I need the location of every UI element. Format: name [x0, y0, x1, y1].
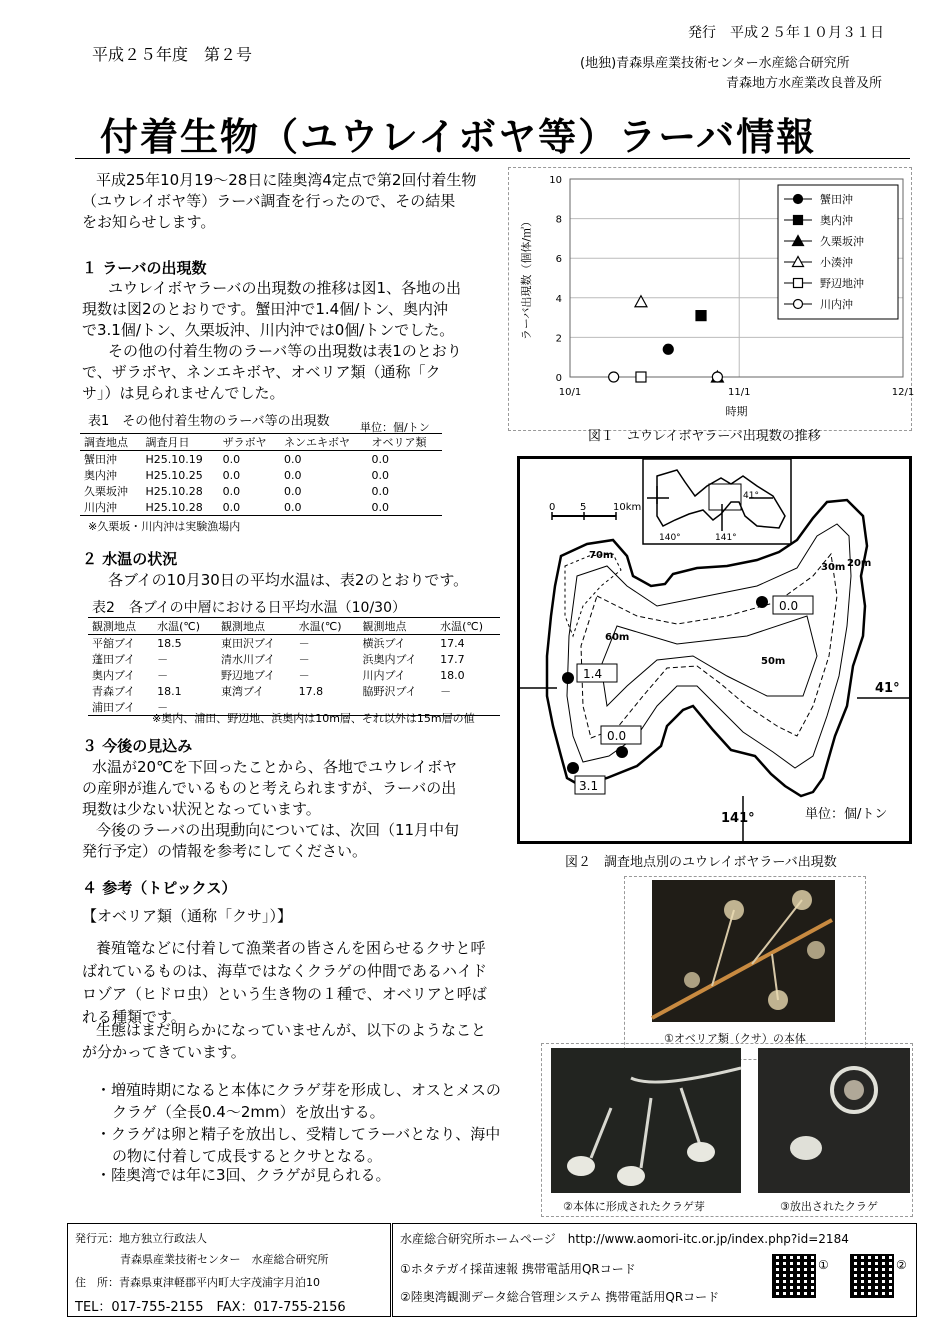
fig1-chart	[508, 167, 915, 429]
s2-line-1: 各ブイの10月30日の平均水温は、表2のとおりです。	[108, 571, 469, 589]
s1-line-4: その他の付着生物のラーバ等の出現数は表1のとおり	[108, 342, 462, 360]
table-cell: 0.0	[222, 452, 241, 466]
photo-1-caption: ①オベリア類（クサ）の本体	[664, 1032, 806, 1045]
table-row	[88, 635, 500, 652]
obelia-body-photo	[652, 880, 835, 1022]
table-cell: 0.0	[368, 499, 443, 516]
table-cell: 川内沖	[80, 499, 141, 516]
x-tick-label: 12/1	[891, 387, 915, 398]
footer-address: 住 所：青森県東津軽郡平内町大字茂浦字月泊10	[75, 1276, 320, 1289]
lon-label: 141°	[721, 811, 755, 826]
table-cell: 東田沢ブイ	[220, 637, 275, 650]
table-cell: 清水川ブイ	[220, 653, 275, 666]
station-okunai-marker	[567, 762, 579, 774]
table2-header: 観測地点	[88, 618, 153, 635]
table-cell: 脇野沢ブイ	[362, 685, 417, 698]
depth-label-50: 50m	[761, 656, 786, 667]
table-cell: H25.10.19	[145, 452, 203, 466]
table-cell: H25.10.25	[145, 468, 203, 482]
table1-caption: 表1 その他付着生物のラーバ等の出現数	[88, 414, 330, 429]
released-medusa-photo	[758, 1048, 910, 1193]
s4-bullet-1a: ・増殖時期になると本体にクラゲ芽を形成し、オスとメスの	[96, 1081, 501, 1099]
table1	[80, 433, 442, 516]
table-cell: 東湾ブイ	[220, 685, 264, 698]
scale-label-0: 0	[549, 502, 556, 513]
station-kurisaka-value: 0.0	[607, 729, 627, 743]
table-row	[80, 483, 442, 499]
table1-unit: 単位：個/トン	[360, 421, 430, 434]
table1-header: 調査地点	[80, 434, 141, 451]
s4-bullet-1b: クラゲ（全長0.4～2mm）を放出する。	[112, 1103, 385, 1121]
fig2-map	[517, 456, 912, 844]
y-tick-label: 2	[555, 333, 562, 345]
s4-subheading: 【オベリア類（通称「クサ」）】	[82, 907, 293, 925]
table-cell: 0.0	[371, 468, 389, 482]
table-cell: －	[440, 685, 452, 698]
org-name-2: 青森地方水産業改良普及所	[726, 76, 883, 91]
inset-lon-label: 140°	[659, 533, 681, 543]
table-cell: 蓬田ブイ	[92, 653, 136, 666]
map-unit: 単位：個/トン	[805, 807, 888, 822]
lat-label: 41°	[875, 681, 900, 696]
legend-entry: 小湊沖	[820, 256, 853, 269]
depth-label-70: 70m	[589, 550, 614, 561]
table-cell: －	[298, 669, 310, 682]
data-point	[696, 311, 706, 321]
s1-line-6: サ」）は見られませんでした。	[82, 384, 285, 402]
data-point	[663, 344, 673, 354]
y-tick-label: 10	[549, 175, 562, 186]
s3-line-3: 現数は少ない状況となっています。	[82, 800, 321, 818]
data-point	[712, 372, 722, 382]
footer-qr1-label: ①ホタテガイ採苗速報 携帯電話用QRコード	[400, 1262, 636, 1276]
s4-para-4: れる種類です。	[82, 1008, 186, 1026]
table2-header: 観測地点	[358, 618, 436, 635]
x-tick-label: 11/1	[727, 387, 751, 398]
legend-marker	[794, 195, 803, 204]
s3-line-1: 水温が20℃を下回ったことから、各地でユウレイボヤ	[92, 758, 458, 776]
section-4-heading: ４ 参考（トピックス）	[82, 879, 237, 897]
legend-marker	[794, 300, 803, 309]
page-title: 付着生物（ユウレイボヤ等）ラーバ情報	[100, 115, 817, 159]
table-row	[88, 651, 500, 667]
table-cell: 浦田ブイ	[88, 699, 153, 716]
table2-header: 水温(℃)	[153, 618, 217, 635]
footer-org: 青森県産業技術センター 水産総合研究所	[120, 1253, 329, 1266]
station-east-value: 0.0	[779, 599, 799, 613]
s1-line-2: 現数は図2のとおりです。蟹田沖で1.4個/トン、奥内沖	[82, 300, 449, 318]
table-cell: 17.7	[440, 652, 465, 666]
table-cell: 0.0	[284, 468, 302, 482]
photo-2-caption: ②本体に形成されたクラゲ芽	[563, 1200, 705, 1213]
fig2-caption: 図２ 調査地点別のユウレイボヤラーバ出現数	[565, 855, 837, 870]
legend-entry: 蟹田沖	[820, 193, 853, 206]
footer-publisher: 発行元：地方独立行政法人	[75, 1232, 207, 1245]
s1-line-3: で3.1個/トン、久栗坂沖、川内沖では0個/トンでした。	[82, 321, 455, 339]
intro-line-2: （ユウレイボヤ等）ラーバ調査を行ったので、その結果	[82, 192, 456, 210]
x-tick-label: 10/1	[558, 387, 582, 398]
fig1-caption: 図１ ユウレイボヤラーバ出現数の推移	[588, 429, 821, 444]
y-tick-label: 0	[555, 373, 562, 384]
y-axis-label: ラーバ出現数（個体/㎥）	[520, 215, 533, 341]
photo-3-caption: ③放出されたクラゲ	[780, 1200, 878, 1213]
qr-code-2-icon[interactable]	[850, 1254, 894, 1298]
table1-header: 調査月日	[141, 434, 218, 451]
table2-note: ※奥内、浦田、野辺地、浜奥内は10m層、それ以外は15m層の値	[152, 712, 475, 725]
x-axis-label: 時期	[725, 405, 748, 418]
s3-line-2: の産卵が進んでいるものと考えられますが、ラーバの出	[82, 779, 457, 797]
table-cell: 17.8	[298, 684, 324, 698]
table-cell: H25.10.28	[145, 484, 203, 498]
y-tick-label: 4	[555, 293, 562, 305]
table-cell: 浜奥内ブイ	[362, 653, 417, 666]
table1-header: オベリア類	[368, 434, 443, 451]
table-cell: 川内ブイ	[362, 669, 406, 682]
footer-homepage-link[interactable]: 水産総合研究所ホームページ http://www.aomori-itc.or.jp/index.php?id=2184	[400, 1232, 849, 1246]
legend-entry: 野辺地沖	[820, 277, 864, 290]
table-cell: H25.10.28	[141, 499, 218, 516]
table2	[88, 617, 500, 716]
table-cell: 0.0	[222, 468, 241, 482]
scale-label-10: 10km	[613, 502, 642, 513]
s4-para-1: 養殖篭などに付着して漁業者の皆さんを困らせるクサと呼	[96, 939, 486, 957]
station-kanita-value: 1.4	[583, 667, 603, 681]
depth-label-20: 20m	[847, 558, 872, 569]
table-cell: 野辺地ブイ	[220, 669, 275, 682]
section-3-heading: ３ 今後の見込み	[82, 737, 193, 755]
s3-line-5: 発行予定）の情報を参考にしてください。	[82, 842, 368, 860]
qr-code-2-mark: ②	[896, 1258, 907, 1272]
table-row	[88, 667, 500, 683]
table-cell: 0.0	[284, 452, 302, 466]
medusa-bud-photo	[551, 1048, 741, 1193]
y-tick-label: 6	[555, 254, 562, 266]
depth-label-60: 60m	[605, 632, 630, 643]
table-cell: 18.1	[157, 684, 182, 698]
table-row	[80, 451, 442, 468]
table-cell: －	[298, 653, 310, 666]
table-cell: －	[298, 637, 310, 650]
y-tick-label: 8	[555, 214, 562, 226]
publish-date: 発行 平成２５年１０月３１日	[688, 25, 884, 41]
table1-header: ザラボヤ	[219, 434, 280, 451]
legend-entry: 奥内沖	[820, 214, 853, 227]
table-cell: 蟹田沖	[84, 453, 117, 466]
table2-caption: 表2 各ブイの中層における日平均水温（10/30）	[92, 600, 406, 616]
section-1-heading: １ ラーバの出現数	[82, 259, 207, 277]
table-cell: 0.0	[219, 499, 280, 516]
table-cell: 18.5	[157, 636, 182, 650]
table-row	[80, 467, 442, 483]
table-cell: 0.0	[371, 484, 389, 498]
s4-para-6: が分かってきています。	[82, 1043, 246, 1061]
table-cell: 0.0	[280, 499, 367, 516]
station-kanita-marker	[562, 672, 574, 684]
intro-line-1: 平成25年10月19～28日に陸奥湾4定点で第2回付着生物	[96, 171, 477, 189]
table1-header: ネンエキボヤ	[280, 434, 367, 451]
inset-lon-label: 141°	[715, 533, 737, 543]
s1-line-1: ユウレイボヤラーバの出現数の推移は図1、各地の出	[108, 279, 462, 297]
scale-label-5: 5	[580, 502, 587, 513]
table-cell: 奥内ブイ	[92, 669, 136, 682]
table-cell: 久栗坂沖	[84, 485, 128, 498]
s4-para-2: ばれているものは、海草ではなくクラゲの仲間であるハイド	[82, 962, 488, 980]
table-cell: 0.0	[222, 484, 241, 498]
legend-entry: 川内沖	[820, 298, 853, 311]
table1-note: ※久栗坂・川内沖は実験漁場内	[88, 520, 241, 533]
table-cell: 0.0	[284, 484, 302, 498]
data-point	[636, 372, 646, 382]
released-medusa-image	[758, 1048, 910, 1193]
table-cell: －	[157, 669, 169, 682]
station-okunai-value: 3.1	[579, 779, 599, 793]
table-cell: 17.4	[440, 636, 465, 650]
table-cell: 0.0	[371, 452, 389, 466]
section-2-heading: ２ 水温の状況	[82, 550, 178, 568]
obelia-body-image	[652, 880, 835, 1022]
table-cell: 横浜ブイ	[362, 637, 406, 650]
org-name-1: (地独)青森県産業技術センター水産総合研究所	[580, 56, 850, 71]
table2-header: 水温(℃)	[295, 618, 359, 635]
s3-line-4: 今後のラーバの出現動向については、次回（11月中旬	[96, 821, 460, 839]
intro-line-3: をお知らせします。	[82, 213, 216, 231]
footer-qr2-label: ②陸奥湾観測データ総合管理システム 携帯電話用QRコード	[400, 1290, 720, 1304]
table-cell: 18.0	[440, 668, 465, 682]
medusa-bud-image	[551, 1048, 741, 1193]
data-point	[609, 372, 619, 382]
depth-label-30: 30m	[821, 562, 846, 573]
footer-tel: TEL：017-755-2155 FAX：017-755-2156	[75, 1300, 346, 1315]
inset-lat-label: 41°	[743, 491, 759, 501]
qr-code-1-mark: ①	[818, 1258, 829, 1272]
s4-bullet-2a: ・クラゲは卵と精子を放出し、受精してラーバとなり、海中	[96, 1125, 501, 1143]
table2-header: 水温(℃)	[436, 618, 500, 635]
s4-para-3: ロゾア（ヒドロ虫）という生き物の１種で、オベリアと呼ば	[82, 985, 487, 1003]
s1-line-5: で、ザラボヤ、ネンエキボヤ、オベリア類（通称「ク	[82, 363, 441, 381]
s4-bullet-2b: の物に付着して成長するとクサとなる。	[112, 1147, 383, 1165]
qr-code-1-icon[interactable]	[772, 1254, 816, 1298]
table-cell: 奥内沖	[84, 469, 117, 482]
legend-marker	[794, 279, 803, 288]
s4-para-5: 生態はまだ明らかになっていませんが、以下のようなこと	[96, 1021, 487, 1039]
station-kurisaka-marker	[616, 746, 628, 758]
table-cell: 平舘ブイ	[92, 637, 136, 650]
table2-header: 観測地点	[217, 618, 295, 635]
issue-number: 平成２５年度 第２号	[92, 45, 253, 64]
table-cell: －	[157, 653, 169, 666]
legend-marker	[794, 216, 803, 225]
station-east-marker	[756, 596, 768, 608]
table-row	[80, 499, 442, 516]
legend-entry: 久栗坂沖	[820, 235, 864, 248]
title-rule	[75, 158, 910, 159]
inset-map-frame	[643, 459, 791, 544]
table-cell: －	[153, 699, 217, 716]
table-cell: 青森ブイ	[92, 685, 136, 698]
table-row	[88, 683, 500, 699]
s4-bullet-3: ・陸奥湾では年に3回、クラゲが見られる。	[96, 1166, 391, 1184]
